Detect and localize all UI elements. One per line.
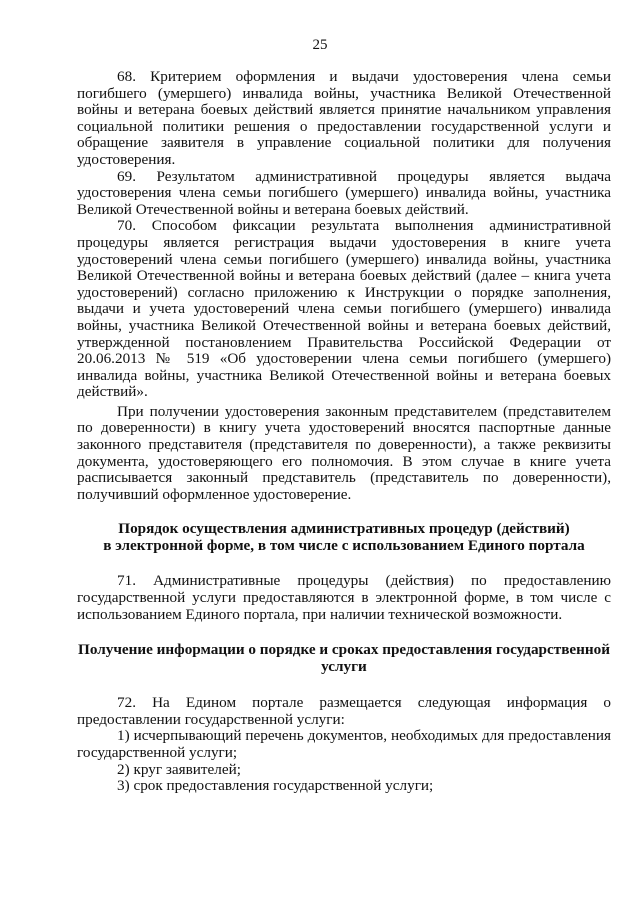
- list-item-applicants: 2) круг заявителей;: [117, 760, 241, 778]
- paragraph-71: 71. Административные процедуры (действия) по предоставлению государственной услуги предоставляются в электронной форме, в том числе с использованием Единого портала, при наличии технической возможности.: [77, 572, 611, 623]
- document-body: [77, 69, 611, 795]
- section-heading-electronic-line1: Порядок осуществления административных процедур (действий): [118, 520, 570, 538]
- section-heading-information: Получение информации о порядке и сроках предоставления государственной услуги: [78, 641, 610, 676]
- list-item-documents: 1) исчерпывающий перечень документов, необходимых для предоставления государственной услуги;: [77, 727, 611, 761]
- section-heading-electronic: [77, 520, 611, 554]
- section-heading-electronic-line2: в электронной форме, в том числе с использованием Единого портала: [103, 537, 585, 555]
- list-item-term: 3) срок предоставления государственной услуги;: [117, 777, 434, 795]
- paragraph-69: 69. Результатом административной процедуры является выдача удостоверения члена семьи погибшего (умершего) инвалида войны, участника Великой Отечественной войны и ветерана боевых действий.: [77, 167, 611, 218]
- paragraph-68: 68. Критерием оформления и выдачи удостоверения члена семьи погибшего (умершего) инвалида войны, участника Великой Отечественной войны и ветерана боевых действий является принятие начальником управления социальной политики решения о предоставлении государственной услуги и обращение заявителя в управление социальной политики для получения удостоверения.: [77, 68, 611, 168]
- page-number: 25: [312, 37, 328, 53]
- paragraph-70: 70. Способом фиксации результата выполнения административной процедуры является регистрация выдачи удостоверения в книге учета удостоверений члена семьи погибшего (умершего) инвалида войны, участника Великой Отечественной войны и ветерана боевых действий (далее – книга учета удостоверений) согласно приложению к Инструкции о порядке заполнения, выдачи и учета удостоверений члена семьи погибшего (умершего) инвалида войны, участника Великой Отечественной войны и ветерана боевых действий, утвержденной постановлением Правительства Российской Федерации от 20.06.2013 № 519 «Об удостоверении члена семьи погибшего (умершего) инвалида войны, участника Великой Отечественной войны и ветерана боевых действий».: [77, 217, 611, 401]
- paragraph-72: 72. На Едином портале размещается следующая информация о предоставлении государственной услуги:: [77, 694, 611, 728]
- paragraph-representative: При получении удостоверения законным представителем (представителем по доверенности) в книгу учета удостоверений вносятся паспортные данные законного представителя (представителя по доверенности), а также реквизиты документа, удостоверяющего его полномочия. В этом случае в книге учета расписывается законный представитель (представитель по доверенности), получивший оформленное удостоверение.: [77, 402, 611, 503]
